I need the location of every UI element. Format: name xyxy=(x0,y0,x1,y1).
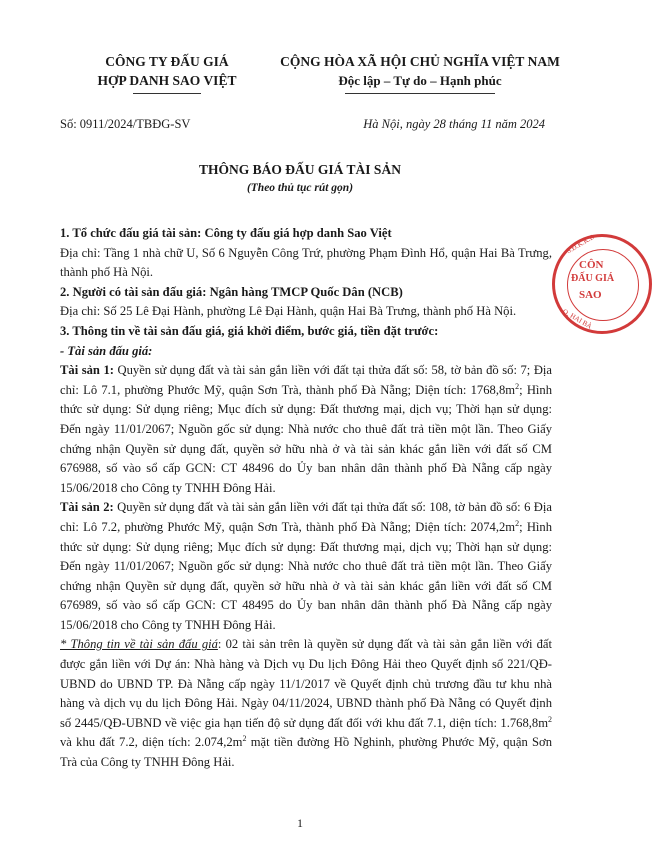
motto-underline xyxy=(345,93,495,94)
asset-2-sup: 2 xyxy=(515,518,520,528)
asset-info-text-b: và khu đất 7.2, diện tích: 2.074,2m xyxy=(60,735,243,750)
issuer-line-2: HỢP DANH SAO VIỆT xyxy=(97,73,237,88)
section-2-heading: 2. Người có tài sản đấu giá: Ngân hàng TMCP Quốc Dân (NCB) xyxy=(60,284,403,299)
national-motto: Độc lập – Tự do – Hạnh phúc xyxy=(338,73,502,88)
seal-word-3: SAO xyxy=(579,289,602,301)
asset-2-label: Tài sản 2: xyxy=(60,500,114,515)
seal-arc-bottom: Q. HAI BÀ xyxy=(561,307,594,331)
asset-info-text-a: : 02 tài sản trên là quyền sử dụng đất và tài sản gắn liền với đất được gắn liền với Dự án: Nhà hàng và Dịch vụ Du lịch Đông Hải theo Quyết định số 221/QĐ-UBND do UBND TP. Đà Nẵng cấp ngày 11/1/2017 về Quyết định chủ trương đầu tư khu nhà hàng và dịch vụ du lịch Đông Hải. Ngày 04/11/2024, UBND thành phố Đà Nẵng có Quyết định số 2445/QĐ-UBND về việc gia hạn tiến độ sử dụng đất đối với khu đất 7.1, diện tích: 1.768,8m xyxy=(60,637,552,730)
asset-1-paragraph xyxy=(60,361,552,498)
seal-arc-top: S.Đ.K.K.D xyxy=(565,232,597,256)
asset-info-label: * Thông tin về tài sản đấu giá xyxy=(60,637,218,652)
asset-1-sup: 2 xyxy=(515,381,520,391)
section-3-subheading: - Tài sản đấu giá: xyxy=(60,343,153,358)
asset-1-text-b: ; Hình thức sử dụng: Sử dụng riêng; Mục đích sử dụng: Đất thương mại, dịch vụ; Thời hạn sử dụng: Đến ngày 11/01/2067; Nguồn gốc sử dụng: Nhà nước cho thuê đất trả tiền một lần. Theo Giấy chứng nhận Quyền sử dụng đất, quyền sở hữu nhà ở và tài sản khác gắn liền với đất số CM 676988, số vào sổ cấp GCN: CT 48496 do Ủy ban nhân dân thành phố Đà Nẵng cấp ngày 15/06/2018 cho Công ty TNHH Đông Hải. xyxy=(60,382,553,495)
section-1-heading: 1. Tổ chức đấu giá tài sản: Công ty đấu giá hợp danh Sao Việt xyxy=(60,226,392,240)
document-body xyxy=(60,224,552,773)
asset-1-text-a: Quyền sử dụng đất và tài sản gắn liền với đất tại thửa đất số: 58, tờ bản đồ số: 7; Địa chỉ: Lô 7.1, phường Phước Mỹ, quận Sơn Trà, thành phố Đà Nẵng; Diện tích: 1768,8m xyxy=(60,363,553,397)
asset-2-paragraph xyxy=(60,498,552,635)
page-number: 1 xyxy=(297,816,303,830)
document-number: Số: 0911/2024/TBĐG-SV xyxy=(60,117,191,131)
section-1-address: Địa chỉ: Tầng 1 nhà chữ U, Số 6 Nguyễn Công Trứ, phường Phạm Đình Hổ, quận Hai Bà Trưng, thành phố Hà Nội. xyxy=(60,245,552,280)
seal-word-1: CÔN xyxy=(579,259,604,271)
document-title: THÔNG BÁO ĐẤU GIÁ TÀI SẢN xyxy=(199,162,401,177)
asset-1-label: Tài sản 1: xyxy=(60,363,114,378)
asset-info-sup-1: 2 xyxy=(548,714,552,724)
issuer-header xyxy=(72,52,262,94)
nation-title: CỘNG HÒA XÃ HỘI CHỦ NGHĨA VIỆT NAM xyxy=(280,54,560,69)
document-subtitle: (Theo thủ tục rút gọn) xyxy=(246,182,354,194)
asset-info-paragraph xyxy=(60,635,552,772)
issuer-line-1: CÔNG TY ĐẤU GIÁ xyxy=(105,54,229,69)
asset-info-text-c: mặt tiền đường Hồ Nghinh, phường Phước Mỹ, quận Sơn Trà của Công ty TNHH Đông Hải. xyxy=(60,735,552,770)
national-header xyxy=(270,52,570,94)
section-2-address: Địa chỉ: Số 25 Lê Đại Hành, phường Lê Đại Hành, quận Hai Bà Trưng, thành phố Hà Nội. xyxy=(60,304,517,319)
asset-info-sup-2: 2 xyxy=(242,734,247,744)
company-seal-stamp xyxy=(552,234,652,334)
asset-2-text-a: Quyền sử dụng đất và tài sản gắn liền với đất tại thửa đất số: 108, tờ bản đồ số: 6 Địa chỉ: Lô 7.2, phường Phước Mỹ, quận Sơn Trà, thành phố Đà Nẵng; Diện tích: 2074,2m xyxy=(60,500,552,534)
document-date: Hà Nội, ngày 28 tháng 11 năm 2024 xyxy=(363,117,545,131)
seal-word-2: ĐẤU GIÁ xyxy=(571,273,615,284)
issuer-underline xyxy=(133,93,201,94)
section-3-heading: 3. Thông tin về tài sản đấu giá, giá khởi điểm, bước giá, tiền đặt trước: xyxy=(60,323,439,338)
asset-2-text-b: ; Hình thức sử dụng: Sử dụng riêng; Mục đích sử dụng: Đất thương mại, dịch vụ; Thời hạn sử dụng: Đến ngày 11/01/2067; Nguồn gốc sử dụng: Nhà nước cho thuê đất trả tiền một lần. Theo Giấy chứng nhận Quyền sử dụng đất, quyền sở hữu nhà ở và tài sản khác gắn liền với đất số CM 676989, số vào sổ cấp GCN: CT 48495 do Ủy ban nhân dân thành phố Đà Nẵng cấp ngày 15/06/2018 cho Công ty TNHH Đông Hải. xyxy=(60,519,553,632)
